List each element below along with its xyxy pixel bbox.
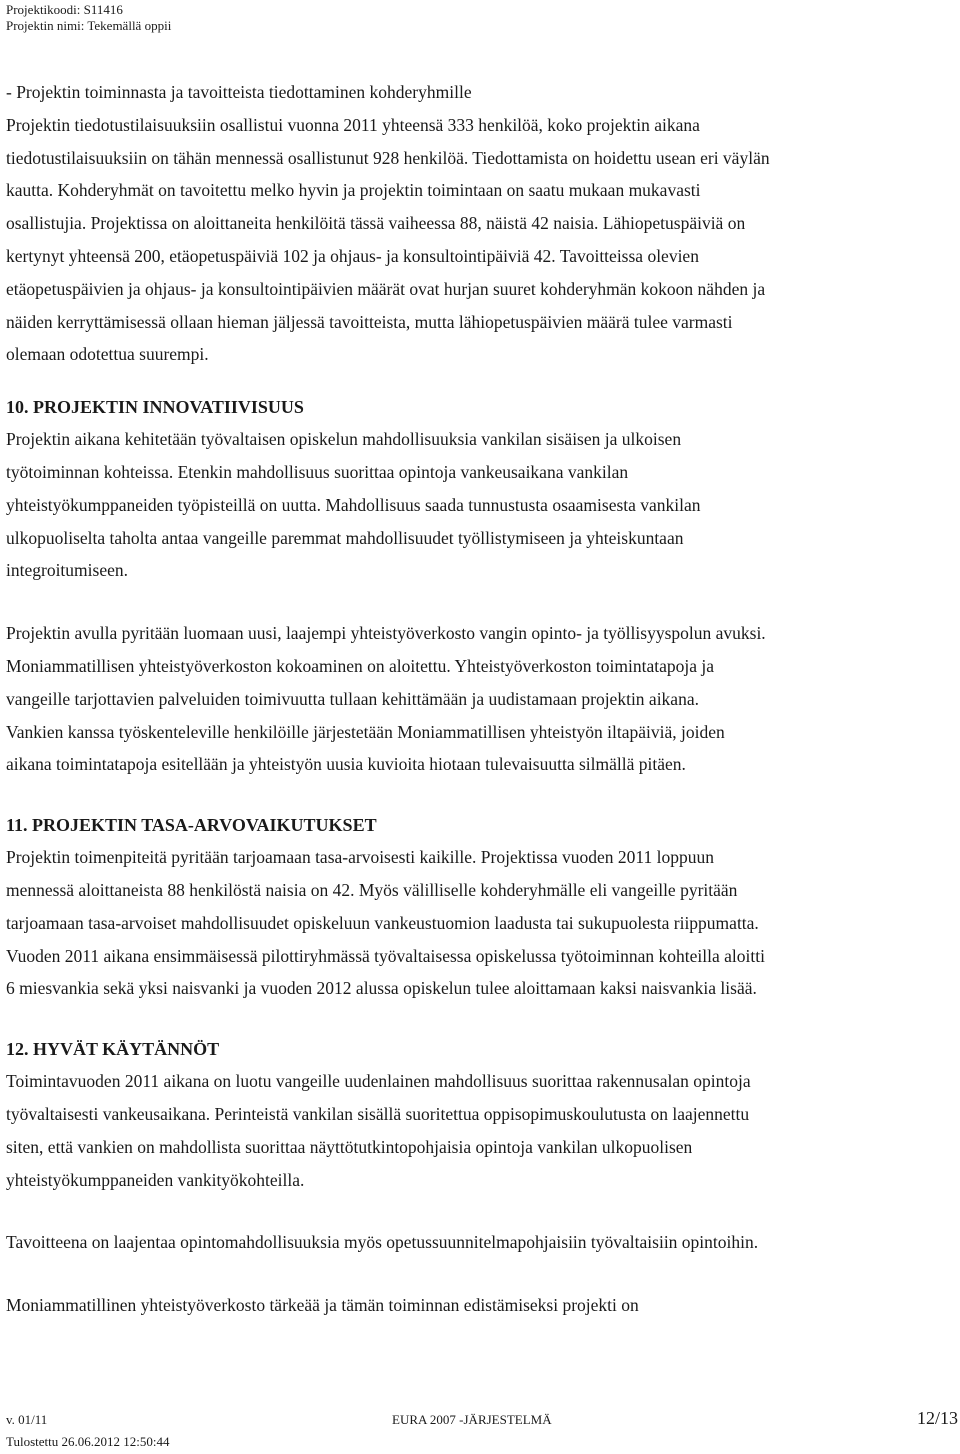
- project-code: Projektikoodi: S11416: [6, 2, 123, 17]
- text-line: Moniammatillinen yhteistyöverkosto tärkeää ja tämän toiminnan edistämiseksi projekti on: [6, 1295, 639, 1316]
- text-line: tiedotustilaisuuksiin on tähän mennessä osallistunut 928 henkilöä. Tiedottamista on hoidettu usean eri väylän: [6, 147, 770, 168]
- section-10-heading: 10. PROJEKTIN INNOVATIIVISUUS: [6, 397, 304, 418]
- text-line: Projektin avulla pyritään luomaan uusi, laajempi yhteistyöverkosto vangin opinto- ja työllisyyspolun avuksi.: [6, 623, 766, 644]
- section-12: [6, 1033, 956, 1196]
- document-footer: [0, 1408, 960, 1454]
- text-line: Toimintavuoden 2011 aikana on luotu vangeille uudenlainen mahdollisuus suorittaa rakennusalan opintoja: [6, 1071, 751, 1092]
- text-line: Vuoden 2011 aikana ensimmäisessä pilottiryhmässä työvaltaisessa opiskelussa työtoiminnan kohteilla aloitti: [6, 945, 765, 966]
- text-line: integroitumiseen.: [6, 560, 128, 581]
- text-line: Vankien kanssa työskenteleville henkilöille järjestetään Moniammatillisen yhteistyön iltapäiviä, joiden: [6, 721, 725, 742]
- text-line: aikana toimintatapoja esitellään ja yhteistyön uusia kuvioita hiotaan tulevaisuutta silmällä pitäen.: [6, 754, 686, 775]
- document-header: [6, 2, 171, 34]
- text-line: Projektin aikana kehitetään työvaltaisen opiskelun mahdollisuuksia vankilan sisäisen ja ulkoisen: [6, 429, 682, 450]
- text-line: kertynyt yhteensä 200, etäopetuspäiviä 102 ja ohjaus- ja konsultointipäiviä 42. Tavoitteissa olevien: [6, 245, 699, 266]
- text-line: Projektin tiedotustilaisuuksiin osallistui vuonna 2011 yhteensä 333 henkilöä, koko projektin aikana: [6, 114, 700, 135]
- text-line: näiden kerryttämisessä ollaan hieman jäljessä tavoitteista, mutta lähiopetuspäivien määrä tulee varmasti: [6, 311, 733, 332]
- section-10: [6, 391, 956, 587]
- version-label: v. 01/11: [6, 1412, 48, 1427]
- text-line: olemaan odotettua suurempi.: [6, 344, 209, 365]
- text-line: työvaltaisesti vankeusaikana. Perinteistä vankilan sisällä suoritettua oppisopimuskoulutusta on laajennettu: [6, 1103, 750, 1124]
- section-11-heading: 11. PROJEKTIN TASA-ARVOVAIKUTUKSET: [6, 815, 377, 836]
- text-line: ulkopuoliselta taholta antaa vangeille paremmat mahdollisuudet työllistymiseen ja yhteiskuntaan: [6, 527, 684, 548]
- text-line: vangeille tarjottavien palveluiden toimivuutta tullaan kehittämään ja uudistamaan projektin aikana.: [6, 688, 699, 709]
- text-line: yhteistyökumppaneiden työpisteillä on uutta. Mahdollisuus saada tunnustusta osaamisesta vankilan: [6, 494, 701, 515]
- text-line: etäopetuspäivien ja ohjaus- ja konsultointipäivien määrät ovat hurjan suuret kohderyhmän kokoon nähden ja: [6, 278, 766, 299]
- text-line: tarjoamaan tasa-arvoiset mahdollisuudet opiskeluun vankeustuomion laadusta tai sukupuolesta riippumatta.: [6, 912, 759, 933]
- text-line: siten, että vankien on mahdollista suorittaa näyttötutkintopohjaisia opintoja vankilan ulkopuolisen: [6, 1136, 693, 1157]
- page-number: 12/13: [916, 1408, 958, 1428]
- text-line: Moniammatillisen yhteistyöverkoston kokoaminen on aloitettu. Yhteistyöverkoston toimintatapoja ja: [6, 655, 714, 676]
- text-line: 6 miesvankia sekä yksi naisvanki ja vuoden 2012 alussa opiskelun tulee aloittamaan kaksi naisvankia lisää.: [6, 978, 757, 999]
- section-10-paragraph-2: [6, 617, 956, 781]
- text-line: yhteistyökumppaneiden vankityökohteilla.: [6, 1169, 305, 1190]
- section-12-paragraph-3: [6, 1289, 956, 1322]
- section-info-title: - Projektin toiminnasta ja tavoitteista tiedottaminen kohderyhmille: [6, 82, 472, 102]
- section-info: [6, 76, 956, 371]
- text-line: osallistujia. Projektissa on aloittaneita henkilöitä tässä vaiheessa 88, näistä 42 naisia. Lähiopetuspäiviä on: [6, 213, 746, 234]
- section-11: [6, 809, 956, 1005]
- text-line: Projektin toimenpiteitä pyritään tarjoamaan tasa-arvoisesti kaikille. Projektissa vuoden 2011 loppuun: [6, 847, 714, 868]
- section-12-paragraph-2: [6, 1226, 956, 1259]
- text-line: työtoiminnan kohteissa. Etenkin mahdollisuus suorittaa opintoja vankeusaikana vankilan: [6, 461, 629, 482]
- text-line: Tavoitteena on laajentaa opintomahdollisuuksia myös opetussuunnitelmapohjaisiin työvaltaisiin opintoihin.: [6, 1232, 759, 1253]
- text-line: kautta. Kohderyhmät on tavoitettu melko hyvin ja projektin toimintaan on saatu mukaan mukavasti: [6, 180, 701, 201]
- project-name: Projektin nimi: Tekemällä oppii: [6, 18, 172, 33]
- section-12-heading: 12. HYVÄT KÄYTÄNNÖT: [6, 1039, 220, 1060]
- printed-timestamp: Tulostettu 26.06.2012 12:50:44: [6, 1434, 170, 1449]
- system-label: EURA 2007 -JÄRJESTELMÄ: [392, 1412, 552, 1427]
- document-body: [6, 76, 956, 1322]
- text-line: mennessä aloittaneista 88 henkilöstä naisia on 42. Myös välilliselle kohderyhmälle eli vangeille pyritään: [6, 879, 738, 900]
